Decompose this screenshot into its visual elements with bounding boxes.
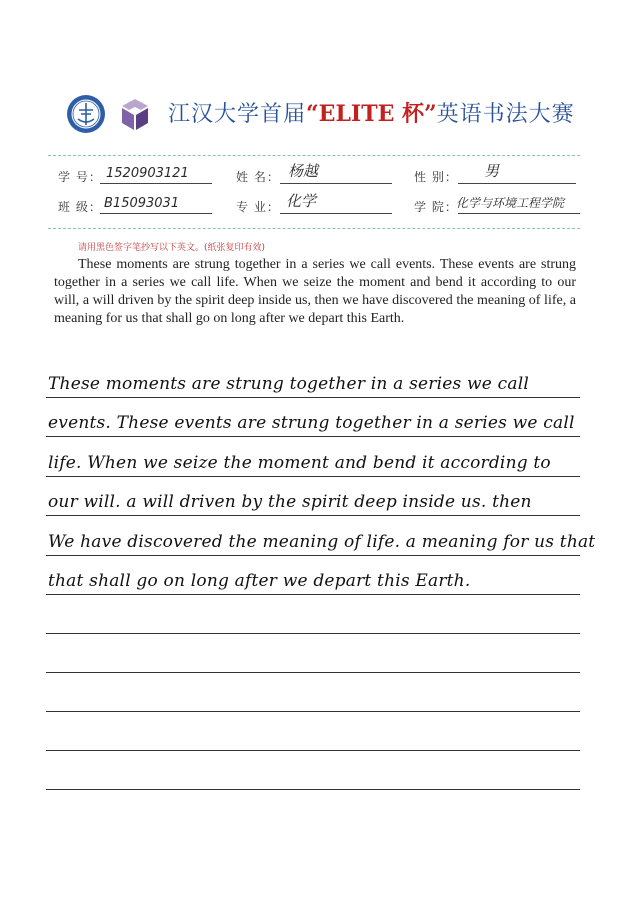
university-seal-logo (66, 94, 106, 134)
college-label: 学 院： (414, 200, 458, 214)
major-value: 化学 (286, 192, 317, 210)
name-label: 姓 名： (236, 170, 280, 184)
class-value: B15093031 (104, 196, 180, 211)
copy-instruction: 请用黑色签字笔抄写以下英文。(纸张复印有效) (78, 243, 266, 253)
handwritten-line: that shall go on long after we depart this Earth. (48, 571, 471, 591)
major-field (236, 192, 396, 214)
elite-cube-logo (120, 98, 150, 132)
ruled-line (46, 711, 580, 712)
handwritten-line: These moments are strung together in a series we call (48, 374, 529, 394)
ruled-line (46, 476, 580, 477)
college-field (414, 192, 580, 214)
name-field (236, 162, 396, 184)
contest-title: 江汉大学首届“ELITE 杯”英语书法大赛 (168, 101, 575, 127)
student-id-value: 1520903121 (106, 166, 189, 181)
gender-value: 男 (484, 162, 500, 180)
name-value: 杨越 (288, 162, 319, 180)
ruled-line (46, 750, 580, 751)
source-passage: These moments are strung together in a series we call events. These events are strung together in a series we call life. When we seize the moment and bend it according to our will, a will driven by the spirit deep inside us, then we have discovered the meaning of life, a meaning for us that shall go on long after we depart this Earth. (54, 257, 576, 326)
class-label: 班 级： (58, 200, 102, 214)
page-header (66, 92, 596, 136)
handwritten-line: our will. a will driven by the spirit deep inside us. then (48, 492, 532, 512)
handwritten-line: events. These events are strung together in a series we call (48, 413, 575, 433)
student-id-label: 学 号： (58, 170, 102, 184)
ruled-line (46, 397, 580, 398)
major-label: 专 业： (236, 200, 280, 214)
ruled-line (46, 436, 580, 437)
ruled-line (46, 633, 580, 634)
gender-field (414, 162, 580, 184)
handwritten-line: We have discovered the meaning of life. a meaning for us that (48, 532, 596, 552)
student-id-field (58, 162, 218, 184)
ruled-line (46, 555, 580, 556)
ruled-line (46, 594, 580, 595)
top-dotted-divider (48, 155, 580, 156)
ruled-line (46, 515, 580, 516)
handwritten-line: life. When we seize the moment and bend it according to (48, 453, 551, 473)
ruled-line (46, 789, 580, 790)
gender-label: 性 别： (414, 170, 458, 184)
middle-dotted-divider (48, 228, 580, 229)
college-value: 化学与环境工程学院 (456, 196, 565, 210)
class-field (58, 192, 218, 214)
ruled-line (46, 672, 580, 673)
